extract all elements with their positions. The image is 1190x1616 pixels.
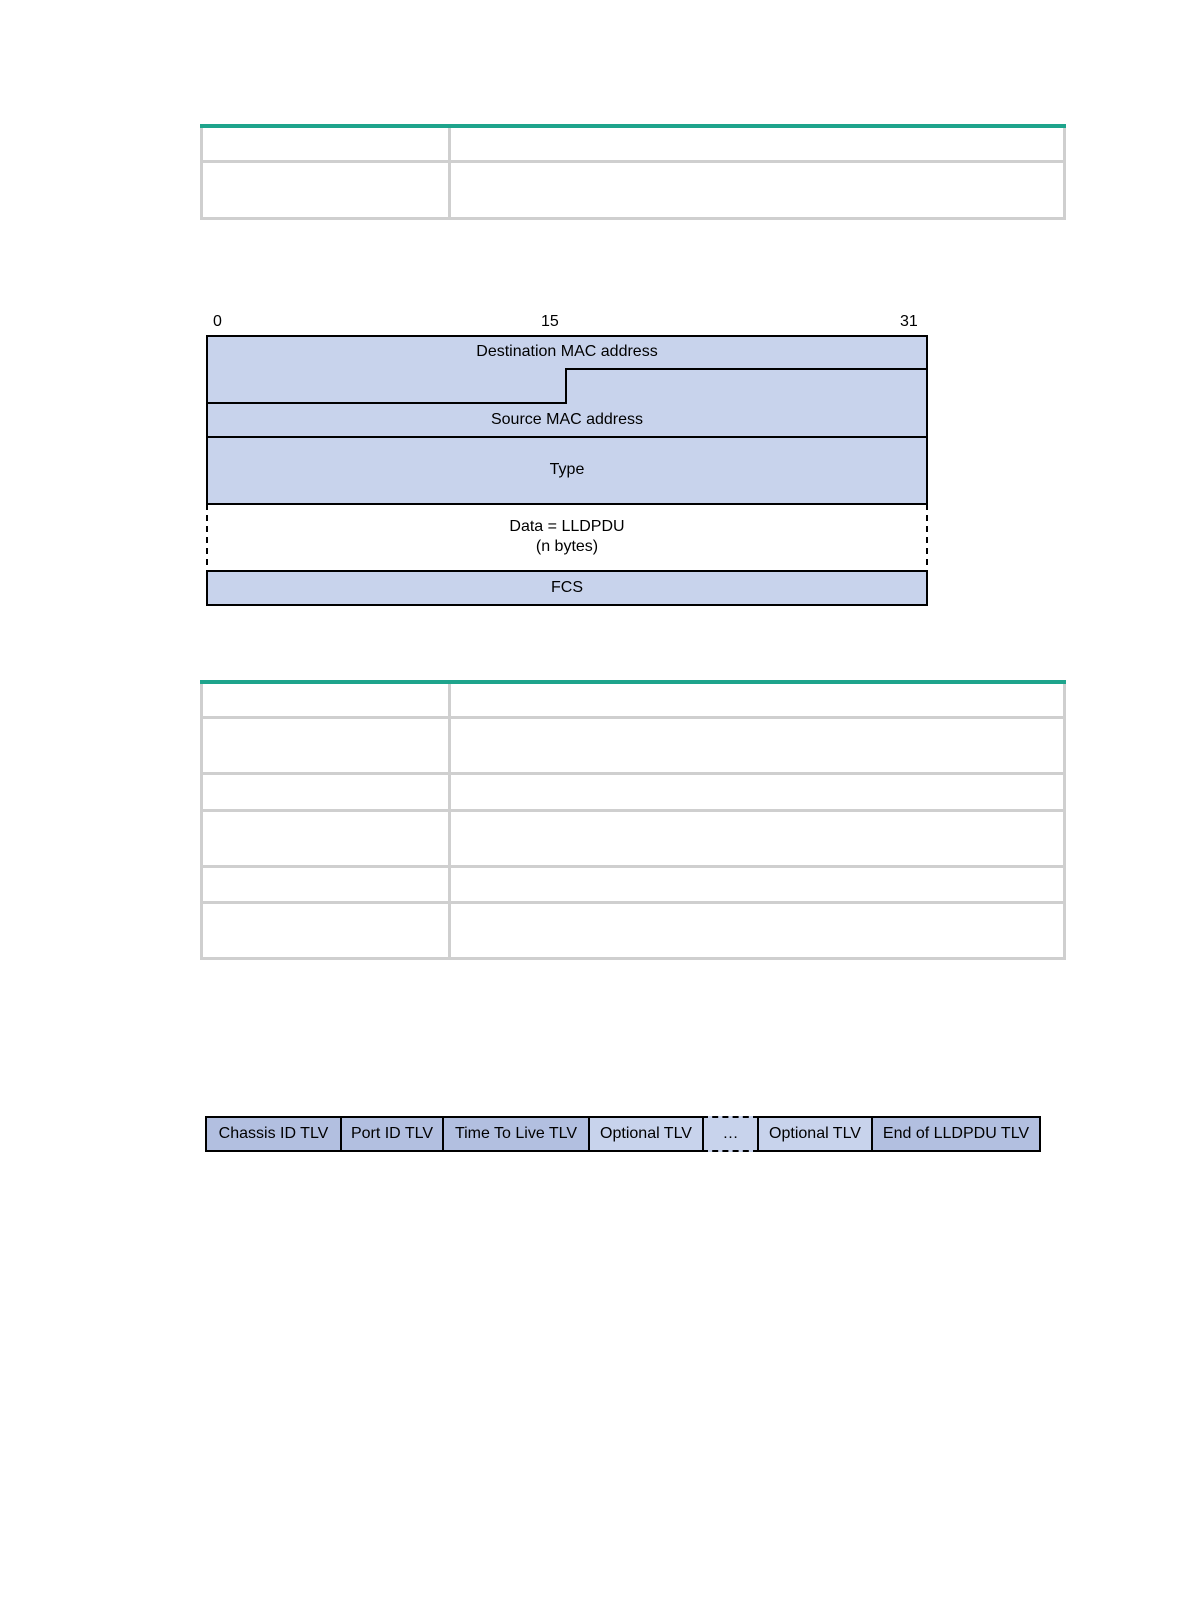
table-cell	[202, 810, 450, 866]
tlv-end-of-lldpdu: End of LLDPDU TLV	[871, 1116, 1041, 1152]
tlv-port-id: Port ID TLV	[340, 1116, 444, 1152]
tlv-optional: Optional TLV	[588, 1116, 704, 1152]
source-mac-label: Source MAC address	[490, 411, 644, 428]
table-bottom	[200, 680, 1066, 960]
table-row	[202, 866, 1065, 902]
bit-label-end: 31	[900, 313, 918, 330]
table-cell	[450, 810, 1065, 866]
table-cell	[202, 682, 450, 717]
bit-label-middle: 15	[541, 313, 559, 330]
tlv-optional: Optional TLV	[757, 1116, 873, 1152]
data-label: Data = LLDPDU	[509, 518, 625, 535]
table-cell	[450, 682, 1065, 717]
table-row	[202, 810, 1065, 866]
table-cell	[450, 866, 1065, 902]
destination-mac-label: Destination MAC address	[476, 343, 658, 360]
table-cell	[202, 773, 450, 810]
table-cell	[450, 717, 1065, 773]
bit-label-start: 0	[213, 313, 222, 330]
table-row	[202, 773, 1065, 810]
table-cell	[450, 902, 1065, 958]
table-row	[202, 682, 1065, 717]
type-label: Type	[549, 461, 585, 478]
tlv-ellipsis: …	[702, 1116, 759, 1152]
table-row	[202, 902, 1065, 958]
data-size-label: (n bytes)	[535, 538, 599, 555]
table-row	[202, 717, 1065, 773]
fcs-label: FCS	[551, 579, 583, 596]
tlv-time-to-live: Time To Live TLV	[442, 1116, 590, 1152]
table-cell	[202, 866, 450, 902]
table-cell	[202, 902, 450, 958]
table-cell	[202, 717, 450, 773]
table-cell	[450, 773, 1065, 810]
tlv-chassis-id: Chassis ID TLV	[205, 1116, 342, 1152]
